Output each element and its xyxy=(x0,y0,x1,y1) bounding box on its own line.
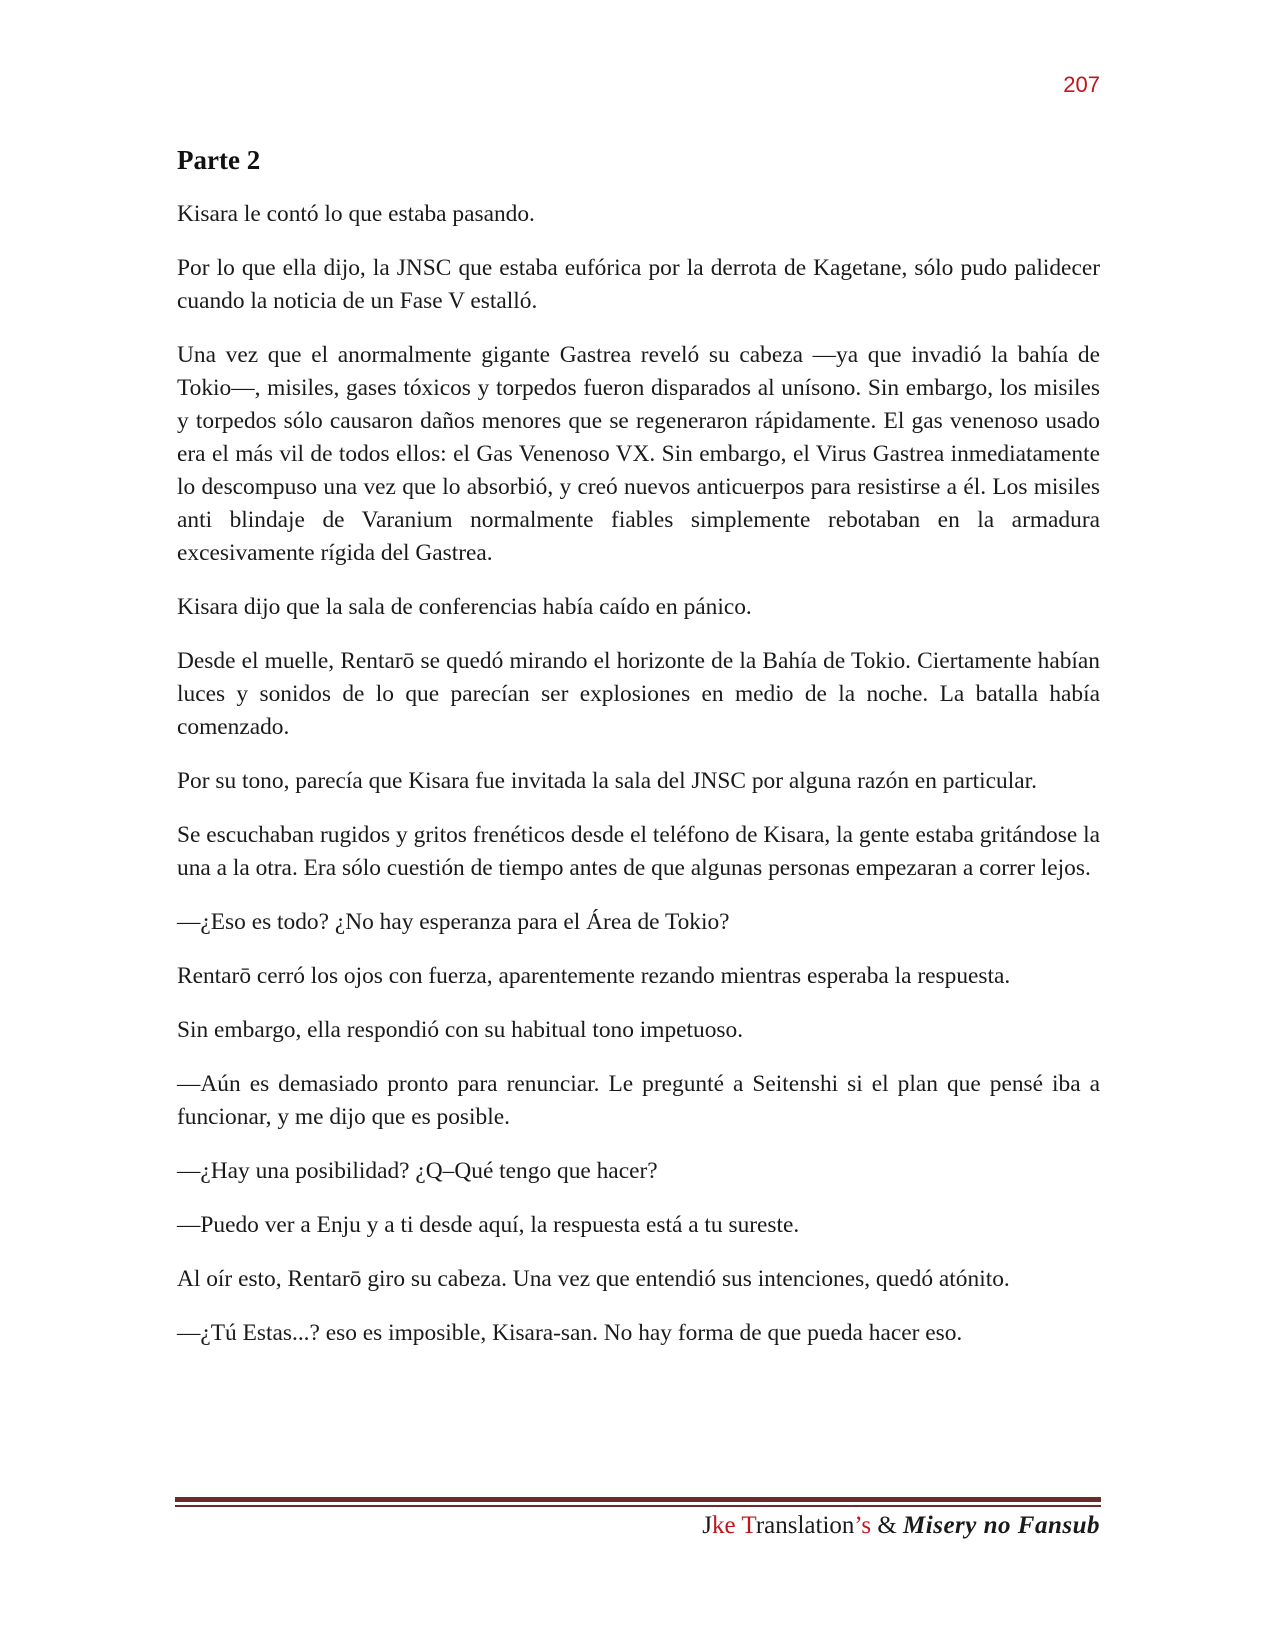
paragraph: Kisara dijo que la sala de conferencias había caído en pánico. xyxy=(177,594,752,620)
footer-misery-no-fansub: Misery no Fansub xyxy=(903,1512,1100,1539)
footer-apostrophe-s: ’s xyxy=(854,1512,872,1539)
footer-j: J xyxy=(702,1512,712,1539)
footer-ampersand: & xyxy=(871,1512,904,1539)
section-heading: Parte 2 xyxy=(177,145,261,175)
paragraph: Una vez que el anormalmente gigante Gastrea reveló su cabeza —ya que invadió la bahía de Tokio—, misiles, gases tóxicos y torpedos fueron disparados al unísono. Sin embargo, los misiles y torpedos sólo causaron daños menores que se regeneraron rápidamente. El gas venenoso usado era el más vil de todos ellos: el Gas Venenoso VX. Sin embargo, el Virus Gastrea inmediatamente lo descompuso una vez que lo absorbió, y creó nuevos anticuerpos para resistirse a él. Los misiles anti blindaje de Varanium normalmente fiables simplemente rebotaban en la armadura excesivamente rígida del Gastrea. xyxy=(177,342,1100,566)
paragraph: Por lo que ella dijo, la JNSC que estaba eufórica por la derrota de Kagetane, sólo pudo palidecer cuando la noticia de un Fase V estalló. xyxy=(177,255,1100,314)
document-body xyxy=(177,145,1100,1371)
footer-rule-thick xyxy=(175,1497,1101,1502)
footer-ranslation: ranslation xyxy=(755,1512,855,1539)
paragraph: —¿Eso es todo? ¿No hay esperanza para el Área de Tokio? xyxy=(177,909,730,935)
paragraph: Se escuchaban rugidos y gritos frenéticos desde el teléfono de Kisara, la gente estaba gritándose la una a la otra. Era sólo cuestión de tiempo antes de que algunas personas empezaran a correr lejos. xyxy=(177,822,1100,881)
paragraph: —Aún es demasiado pronto para renunciar. Le pregunté a Seitenshi si el plan que pensé iba a funcionar, y me dijo que es posible. xyxy=(177,1071,1100,1130)
footer-rule-thin xyxy=(175,1505,1101,1507)
footer-t: T xyxy=(741,1512,756,1539)
paragraph: Sin embargo, ella respondió con su habitual tono impetuoso. xyxy=(177,1017,744,1043)
paragraph: Rentarō cerró los ojos con fuerza, aparentemente rezando mientras esperaba la respuesta. xyxy=(177,963,1011,989)
paragraph: Al oír esto, Rentarō giro su cabeza. Una vez que entendió sus intenciones, quedó atónito. xyxy=(177,1266,1010,1292)
paragraph: Desde el muelle, Rentarō se quedó mirando el horizonte de la Bahía de Tokio. Ciertamente habían luces y sonidos de lo que parecían ser explosiones en medio de la noche. La batalla había comenzado. xyxy=(177,648,1100,740)
paragraph: Por su tono, parecía que Kisara fue invitada la sala del JNSC por alguna razón en particular. xyxy=(177,768,1037,794)
paragraph: Kisara le contó lo que estaba pasando. xyxy=(177,201,535,227)
paragraph: —Puedo ver a Enju y a ti desde aquí, la respuesta está a tu sureste. xyxy=(177,1212,800,1238)
paragraph: —¿Hay una posibilidad? ¿Q–Qué tengo que hacer? xyxy=(177,1158,658,1184)
page-number: 207 xyxy=(1063,72,1100,97)
paragraph: —¿Tú Estas...? eso es imposible, Kisara-san. No hay forma de que pueda hacer eso. xyxy=(177,1320,963,1346)
footer-credit xyxy=(702,1512,1100,1540)
footer-ke: ke xyxy=(712,1512,742,1539)
